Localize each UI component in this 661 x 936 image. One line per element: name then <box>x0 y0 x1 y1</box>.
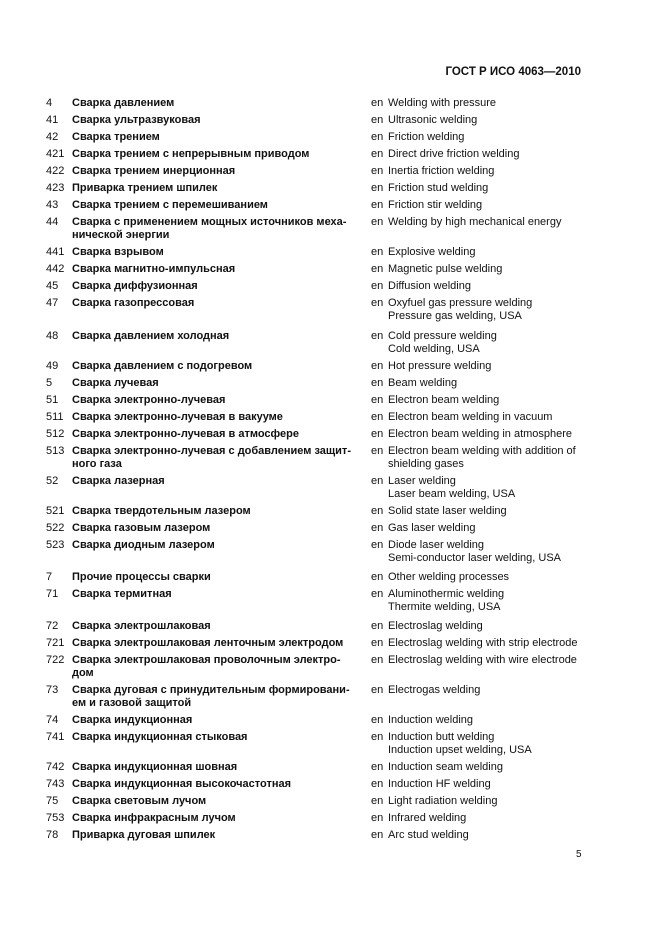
term-code: 521 <box>46 505 65 517</box>
russian-term: Сварка лучевая <box>72 377 159 389</box>
language-tag: en <box>371 761 384 773</box>
term-code: 753 <box>46 812 65 824</box>
language-tag: en <box>371 114 384 126</box>
english-term: Ultrasonic welding <box>388 114 478 126</box>
term-row <box>0 637 661 650</box>
language-tag: en <box>371 360 384 372</box>
english-term: Electroslag welding with strip electrode <box>388 637 578 649</box>
language-tag: en <box>371 505 384 517</box>
english-term: Hot pressure welding <box>388 360 492 372</box>
term-row <box>0 684 661 710</box>
term-code: 72 <box>46 620 59 632</box>
russian-term: Сварка ультразвуковая <box>72 114 201 126</box>
language-tag: en <box>371 377 384 389</box>
english-term: Explosive welding <box>388 246 476 258</box>
term-code: 512 <box>46 428 65 440</box>
language-tag: en <box>371 812 384 824</box>
english-term: Oxyfuel gas pressure welding Pressure gas welding, USA <box>388 297 533 322</box>
russian-term: Сварка электрошлаковая <box>72 620 211 632</box>
term-code: 41 <box>46 114 59 126</box>
english-term: Arc stud welding <box>388 829 469 841</box>
term-code: 513 <box>46 445 65 457</box>
language-tag: en <box>371 280 384 292</box>
english-term: Magnetic pulse welding <box>388 263 503 275</box>
language-tag: en <box>371 297 384 309</box>
term-code: 45 <box>46 280 59 292</box>
term-code: 742 <box>46 761 65 773</box>
term-code: 4 <box>46 97 53 109</box>
russian-term: Сварка электрошлаковая проволочным электро- дом <box>72 654 341 679</box>
term-code: 44 <box>46 216 59 228</box>
english-term: Induction butt welding Induction upset welding, USA <box>388 731 532 756</box>
term-row <box>0 330 661 356</box>
term-code: 51 <box>46 394 59 406</box>
english-term: Welding by high mechanical energy <box>388 216 562 228</box>
russian-term: Сварка взрывом <box>72 246 164 258</box>
term-row <box>0 522 661 535</box>
russian-term: Сварка электронно-лучевая <box>72 394 226 406</box>
term-code: 511 <box>46 411 64 423</box>
term-row <box>0 263 661 276</box>
english-term: Beam welding <box>388 377 458 389</box>
english-term: Laser welding Laser beam welding, USA <box>388 475 516 500</box>
language-tag: en <box>371 216 384 228</box>
english-term: Welding with pressure <box>388 97 497 109</box>
english-term: Diode laser welding Semi-conductor laser welding, USA <box>388 539 562 564</box>
term-code: 75 <box>46 795 59 807</box>
english-term: Induction welding <box>388 714 474 726</box>
russian-term: Сварка лазерная <box>72 475 165 487</box>
term-code: 441 <box>46 246 65 258</box>
term-row <box>0 394 661 407</box>
english-term: Inertia friction welding <box>388 165 495 177</box>
language-tag: en <box>371 522 384 534</box>
language-tag: en <box>371 539 384 551</box>
russian-term: Прочие процессы сварки <box>72 571 211 583</box>
russian-term: Сварка индукционная стыковая <box>72 731 248 743</box>
term-row <box>0 148 661 161</box>
english-term: Direct drive friction welding <box>388 148 520 160</box>
russian-term: Сварка диффузионная <box>72 280 198 292</box>
english-term: Electron beam welding with addition of shielding gases <box>388 445 576 470</box>
russian-term: Сварка индукционная высокочастотная <box>72 778 292 790</box>
term-row <box>0 97 661 110</box>
english-term: Electron beam welding in vacuum <box>388 411 553 423</box>
language-tag: en <box>371 199 384 211</box>
language-tag: en <box>371 778 384 790</box>
term-code: 522 <box>46 522 65 534</box>
page-number: 5 <box>576 849 582 860</box>
english-term: Electrogas welding <box>388 684 481 696</box>
term-code: 741 <box>46 731 65 743</box>
russian-term: Сварка световым лучом <box>72 795 207 807</box>
language-tag: en <box>371 588 384 600</box>
term-row <box>0 731 661 757</box>
language-tag: en <box>371 148 384 160</box>
russian-term: Сварка электронно-лучевая в атмосфере <box>72 428 299 440</box>
russian-term: Сварка индукционная шовная <box>72 761 238 773</box>
language-tag: en <box>371 428 384 440</box>
russian-term: Сварка давлением с подогревом <box>72 360 253 372</box>
term-row <box>0 714 661 727</box>
term-code: 421 <box>46 148 65 160</box>
russian-term: Сварка с применением мощных источников меха- нической энергии <box>72 216 347 241</box>
term-row <box>0 539 661 565</box>
language-tag: en <box>371 131 384 143</box>
russian-term: Сварка твердотельным лазером <box>72 505 251 517</box>
language-tag: en <box>371 684 384 696</box>
term-code: 42 <box>46 131 59 143</box>
language-tag: en <box>371 654 384 666</box>
language-tag: en <box>371 829 384 841</box>
language-tag: en <box>371 411 384 423</box>
term-row <box>0 199 661 212</box>
russian-term: Сварка трением <box>72 131 160 143</box>
term-row <box>0 620 661 633</box>
english-term: Infrared welding <box>388 812 467 824</box>
english-term: Electroslag welding <box>388 620 483 632</box>
term-code: 722 <box>46 654 65 666</box>
language-tag: en <box>371 182 384 194</box>
language-tag: en <box>371 795 384 807</box>
term-row <box>0 829 661 842</box>
term-code: 49 <box>46 360 59 372</box>
language-tag: en <box>371 263 384 275</box>
english-term: Aluminothermic welding Thermite welding, USA <box>388 588 505 613</box>
term-code: 423 <box>46 182 65 194</box>
term-row <box>0 411 661 424</box>
term-row <box>0 445 661 471</box>
term-row <box>0 654 661 680</box>
russian-term: Сварка индукционная <box>72 714 193 726</box>
language-tag: en <box>371 571 384 583</box>
russian-term: Сварка электронно-лучевая с добавлением защит- ного газа <box>72 445 351 470</box>
term-code: 73 <box>46 684 59 696</box>
russian-term: Сварка газовым лазером <box>72 522 211 534</box>
russian-term: Сварка дуговая с принудительным формировани- ем и газовой защитой <box>72 684 350 709</box>
document-header: ГОСТ Р ИСО 4063—2010 <box>445 66 581 78</box>
term-row <box>0 812 661 825</box>
russian-term: Приварка трением шпилек <box>72 182 218 194</box>
english-term: Friction stud welding <box>388 182 489 194</box>
russian-term: Сварка газопрессовая <box>72 297 195 309</box>
term-row <box>0 761 661 774</box>
term-row <box>0 246 661 259</box>
russian-term: Сварка инфракрасным лучом <box>72 812 236 824</box>
term-code: 523 <box>46 539 65 551</box>
term-code: 48 <box>46 330 59 342</box>
term-row <box>0 795 661 808</box>
term-code: 47 <box>46 297 59 309</box>
russian-term: Сварка электронно-лучевая в вакууме <box>72 411 283 423</box>
term-list <box>0 97 661 846</box>
english-term: Electron beam welding in atmosphere <box>388 428 573 440</box>
term-row <box>0 505 661 518</box>
russian-term: Сварка давлением холодная <box>72 330 230 342</box>
term-row <box>0 377 661 390</box>
russian-term: Сварка давлением <box>72 97 175 109</box>
language-tag: en <box>371 475 384 487</box>
term-row <box>0 182 661 195</box>
term-row <box>0 280 661 293</box>
language-tag: en <box>371 97 384 109</box>
term-row <box>0 360 661 373</box>
term-code: 52 <box>46 475 59 487</box>
term-code: 743 <box>46 778 65 790</box>
term-row <box>0 475 661 501</box>
language-tag: en <box>371 714 384 726</box>
language-tag: en <box>371 731 384 743</box>
language-tag: en <box>371 165 384 177</box>
russian-term: Сварка диодным лазером <box>72 539 215 551</box>
term-code: 7 <box>46 571 53 583</box>
term-code: 71 <box>46 588 59 600</box>
language-tag: en <box>371 637 384 649</box>
language-tag: en <box>371 620 384 632</box>
term-row <box>0 131 661 144</box>
language-tag: en <box>371 246 384 258</box>
russian-term: Сварка трением с перемешиванием <box>72 199 268 211</box>
term-row <box>0 114 661 127</box>
russian-term: Сварка термитная <box>72 588 172 600</box>
english-term: Induction seam welding <box>388 761 503 773</box>
english-term: Solid state laser welding <box>388 505 507 517</box>
russian-term: Сварка трением инерционная <box>72 165 236 177</box>
russian-term: Сварка трением с непрерывным приводом <box>72 148 310 160</box>
english-term: Light radiation welding <box>388 795 498 807</box>
language-tag: en <box>371 330 384 342</box>
term-row <box>0 588 661 614</box>
term-code: 74 <box>46 714 59 726</box>
russian-term: Сварка электрошлаковая ленточным электродом <box>72 637 344 649</box>
english-term: Cold pressure welding Cold welding, USA <box>388 330 497 355</box>
english-term: Other welding processes <box>388 571 510 583</box>
term-row <box>0 165 661 178</box>
term-row <box>0 297 661 323</box>
english-term: Electroslag welding with wire electrode <box>388 654 577 666</box>
english-term: Gas laser welding <box>388 522 476 534</box>
term-code: 78 <box>46 829 59 841</box>
english-term: Diffusion welding <box>388 280 471 292</box>
english-term: Friction stir welding <box>388 199 483 211</box>
term-code: 5 <box>46 377 53 389</box>
term-row <box>0 571 661 584</box>
english-term: Friction welding <box>388 131 465 143</box>
russian-term: Сварка магнитно-импульсная <box>72 263 236 275</box>
language-tag: en <box>371 445 384 457</box>
term-code: 442 <box>46 263 65 275</box>
term-row <box>0 428 661 441</box>
language-tag: en <box>371 394 384 406</box>
english-term: Electron beam welding <box>388 394 500 406</box>
english-term: Induction HF welding <box>388 778 491 790</box>
russian-term: Приварка дуговая шпилек <box>72 829 216 841</box>
term-row <box>0 216 661 242</box>
term-code: 721 <box>46 637 65 649</box>
term-code: 422 <box>46 165 65 177</box>
term-code: 43 <box>46 199 59 211</box>
term-row <box>0 778 661 791</box>
